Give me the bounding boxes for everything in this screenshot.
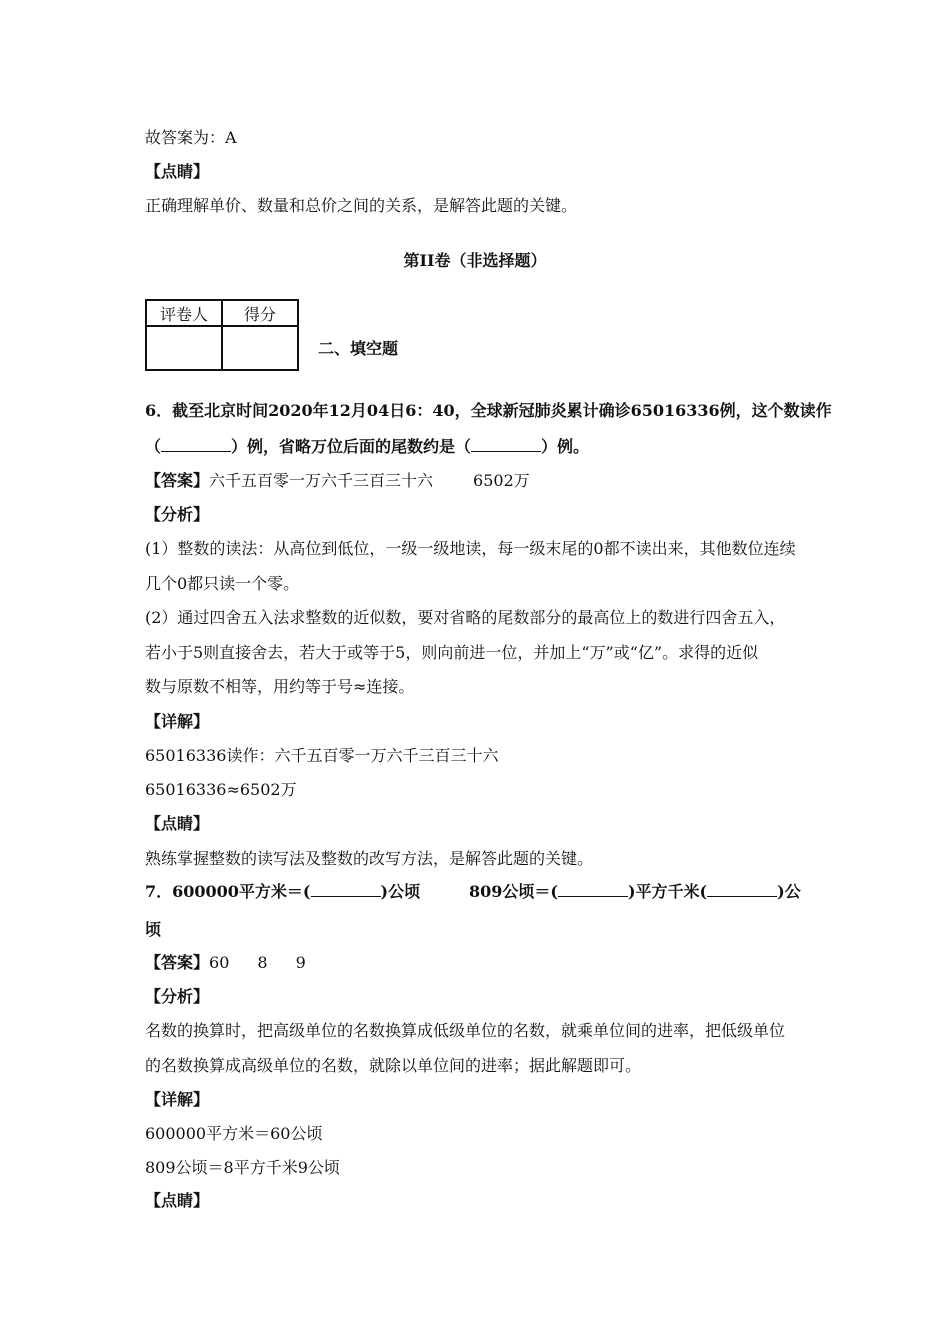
- q6-answer-2: 6502万: [473, 471, 530, 490]
- q7-part1-pre: 7．600000平方米＝(: [145, 882, 311, 901]
- prev-answer-line: 故答案为：A: [145, 128, 237, 147]
- score-table-header-score: 得分: [222, 300, 298, 326]
- q7-dianjing-label: 【点睛】: [145, 1191, 210, 1210]
- q6-detail-label: 【详解】: [145, 712, 210, 731]
- score-table-cell-score: [222, 326, 298, 370]
- q7-part1-post: )公顷: [380, 882, 421, 901]
- q6-answer-label: 【答案】: [145, 471, 210, 490]
- score-table: [145, 299, 299, 371]
- q7-line1-part2: [469, 882, 801, 902]
- q7-answer-line: [145, 953, 306, 973]
- q7-blank-2: [558, 882, 628, 897]
- q7-detail-1: 600000平方米＝60公顷: [145, 1124, 323, 1143]
- q6-blank-1: [161, 437, 231, 452]
- q6-mid-text: ）例，省略万位后面的尾数约是（: [231, 437, 472, 456]
- prev-dianjing-label: 【点睛】: [145, 162, 210, 181]
- q7-answer-1: 60: [209, 953, 230, 972]
- q6-answer-1: 六千五百零一万六千三百三十六: [209, 471, 434, 490]
- score-table-header-grader: 评卷人: [146, 300, 222, 326]
- q6-open-paren: （: [145, 437, 162, 456]
- q6-analysis1-line2: 几个0都只读一个零。: [145, 574, 300, 593]
- q6-end-text: ）例。: [541, 437, 590, 456]
- q7-line1-part1: [145, 882, 420, 902]
- q7-answer-2: 8: [257, 953, 268, 972]
- q7-detail-label: 【详解】: [145, 1090, 210, 1109]
- q7-answer-label: 【答案】: [145, 953, 210, 972]
- q7-analysis-line2: 的名数换算成高级单位的名数，就除以单位间的进率；据此解题即可。: [145, 1056, 642, 1075]
- q7-part2-pre: 809公顷＝(: [469, 882, 558, 901]
- q7-analysis-line1: 名数的换算时，把高级单位的名数换算成低级单位的名数，就乘单位间的进率，把低级单位: [145, 1021, 786, 1040]
- q6-analysis-label: 【分析】: [145, 505, 210, 524]
- q6-blank-2: [471, 437, 541, 452]
- prev-dianjing-text: 正确理解单价、数量和总价之间的关系，是解答此题的关键。: [145, 196, 578, 215]
- q6-dianjing-text: 熟练掌握整数的读写法及整数的改写方法，是解答此题的关键。: [145, 849, 594, 868]
- q7-part2-post: )公: [777, 882, 801, 901]
- q7-answer-3: 9: [295, 953, 306, 972]
- q6-analysis1-line1: (1）整数的读法：从高位到低位，一级一级地读，每一级末尾的0都不读出来，其他数位连续: [145, 539, 796, 558]
- q7-blank-3: [707, 882, 777, 897]
- q6-answer-line: [145, 471, 530, 491]
- q6-detail-2: 65016336≈6502万: [145, 780, 297, 799]
- q7-detail-2: 809公顷＝8平方千米9公顷: [145, 1158, 340, 1177]
- q7-blank-1: [311, 882, 381, 897]
- q6-line1: 6．截至北京时间2020年12月04日6：40，全球新冠肺炎累计确诊65016336例，这个数读作: [145, 401, 832, 420]
- q6-analysis2-line1: (2）通过四舍五入法求整数的近似数，要对省略的尾数部分的最高位上的数进行四舍五入，: [145, 608, 786, 627]
- score-table-cell-grader: [146, 326, 222, 370]
- q7-analysis-label: 【分析】: [145, 987, 210, 1006]
- q6-dianjing-label: 【点睛】: [145, 814, 210, 833]
- q6-analysis2-line3: 数与原数不相等，用约等于号≈连接。: [145, 677, 415, 696]
- q6-line2: [145, 437, 589, 457]
- q7-part2-mid: )平方千米(: [627, 882, 708, 901]
- q7-line2: 顷: [145, 920, 162, 939]
- q6-detail-1: 65016336读作：六千五百零一万六千三百三十六: [145, 746, 499, 765]
- section-title: 第II卷（非选择题）: [403, 251, 547, 270]
- part-title: 二、填空题: [318, 339, 399, 358]
- q6-analysis2-line2: 若小于5则直接舍去，若大于或等于5，则向前进一位，并加上“万”或“亿”。求得的近似: [145, 643, 759, 662]
